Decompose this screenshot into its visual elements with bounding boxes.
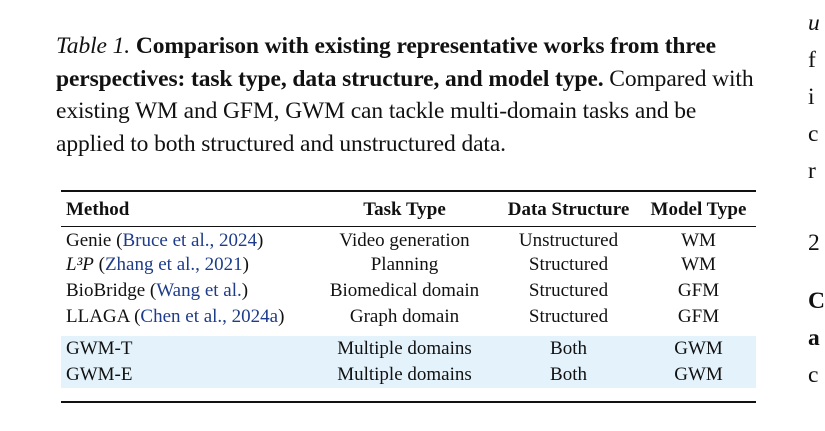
side-column-fragment: c xyxy=(808,121,819,147)
header-data-structure: Data Structure xyxy=(507,198,630,220)
side-column-fragment: f xyxy=(808,47,816,73)
method-cell: LLAGA (Chen et al., 2024a) xyxy=(66,306,285,327)
side-column-fragment: c xyxy=(808,362,819,388)
task-cell: Planning xyxy=(370,254,439,275)
citation-link[interactable]: Chen et al., 2024a xyxy=(140,306,279,327)
structure-cell: Unstructured xyxy=(518,230,619,251)
task-cell: Multiple domains xyxy=(313,362,496,388)
structure-cell: Both xyxy=(496,362,641,388)
caption-body-text: Compared with existing WM and GFM, GWM can tackle multi-domain tasks and be applied to both structured and unstructured data. xyxy=(56,65,754,157)
table-row xyxy=(61,252,756,278)
citation-link[interactable]: Wang et al. xyxy=(156,280,242,301)
model-cell: WM xyxy=(681,254,716,275)
side-column-fragment: u xyxy=(808,10,820,36)
table-header-row xyxy=(61,193,756,226)
method-name: L³P xyxy=(66,254,94,275)
model-cell: GWM xyxy=(641,336,756,362)
model-cell: GFM xyxy=(677,280,720,301)
method-cell: GWM-E xyxy=(61,362,313,388)
table-caption xyxy=(56,30,766,160)
table-row xyxy=(61,226,756,252)
model-cell: GFM xyxy=(677,306,720,327)
structure-cell: Structured xyxy=(528,280,609,301)
table-row xyxy=(61,278,756,304)
bottom-rule xyxy=(61,401,756,403)
structure-cell: Both xyxy=(496,336,641,362)
method-cell: L³P (Zhang et al., 2021) xyxy=(66,254,249,275)
side-column-fragment: i xyxy=(808,84,815,110)
top-rule xyxy=(61,190,756,192)
structure-cell: Structured xyxy=(528,306,609,327)
table-row-highlighted xyxy=(61,336,756,362)
task-cell: Graph domain xyxy=(349,306,460,327)
method-name: LLAGA xyxy=(66,306,130,327)
table-row-highlighted xyxy=(61,362,756,388)
method-cell: Genie (Bruce et al., 2024) xyxy=(66,230,264,251)
side-column-fragment: a xyxy=(808,325,820,351)
table-label: Table 1. xyxy=(56,33,131,59)
header-task-type: Task Type xyxy=(363,198,446,220)
task-cell: Biomedical domain xyxy=(329,280,480,301)
structure-cell: Structured xyxy=(528,254,609,275)
model-cell: WM xyxy=(681,230,716,251)
side-column-fragment: r xyxy=(808,158,816,184)
citation-link[interactable]: Zhang et al., 2021 xyxy=(104,254,243,275)
citation-link[interactable]: Bruce et al., 2024 xyxy=(122,230,257,251)
header-method: Method xyxy=(66,198,130,220)
method-cell: GWM-T xyxy=(61,336,313,362)
side-column-fragment: C xyxy=(808,288,825,314)
task-cell: Video generation xyxy=(339,230,470,251)
comparison-table xyxy=(61,193,756,388)
model-cell: GWM xyxy=(641,362,756,388)
method-cell: BioBridge (Wang et al.) xyxy=(66,280,249,301)
method-name: BioBridge xyxy=(66,280,146,301)
side-column-fragment: 2 xyxy=(808,230,820,256)
method-name: Genie xyxy=(66,230,112,251)
task-cell: Multiple domains xyxy=(313,336,496,362)
table-row xyxy=(61,304,756,330)
header-model-type: Model Type xyxy=(650,198,747,220)
caption-bold-text: Comparison with existing representative works from three perspectives: task type, data structure, and model type. xyxy=(56,33,716,92)
